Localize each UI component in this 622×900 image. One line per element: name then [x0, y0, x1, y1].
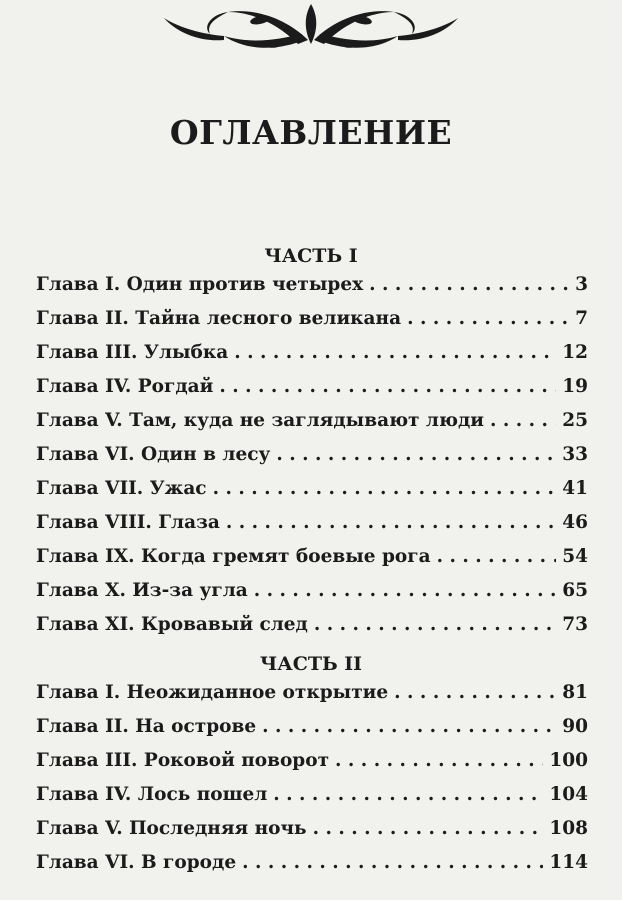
page-number: 104 [549, 784, 588, 805]
dot-leader [314, 614, 556, 635]
chapter-title: Глава V. Последняя ночь [36, 818, 307, 839]
part-heading-1: ЧАСТЬ I [264, 245, 358, 267]
dot-leader [219, 376, 556, 397]
page-number: 54 [562, 546, 588, 567]
dot-leader [262, 716, 556, 737]
toc-entry [36, 614, 588, 638]
page-title: ОГЛАВЛЕНИЕ [169, 113, 453, 152]
dot-leader [490, 410, 556, 431]
toc-entry [36, 342, 588, 366]
chapter-title: Глава VI. В городе [36, 852, 237, 873]
chapter-title: Глава VIII. Глаза [36, 512, 220, 533]
dot-leader [437, 546, 557, 567]
page-number: 73 [562, 614, 588, 635]
page-number: 12 [562, 342, 588, 363]
chapter-title: Глава VII. Ужас [36, 478, 207, 499]
page-number: 100 [549, 750, 588, 771]
page-number: 19 [562, 376, 588, 397]
dot-leader [394, 682, 556, 703]
dot-leader [407, 308, 569, 329]
toc-entry [36, 410, 588, 434]
dot-leader [369, 274, 569, 295]
dot-leader [335, 750, 543, 771]
toc-entry [36, 444, 588, 468]
page-number: 25 [562, 410, 588, 431]
chapter-title: Глава II. На острове [36, 716, 257, 737]
toc-entry [36, 682, 588, 706]
chapter-title: Глава XI. Кровавый след [36, 614, 308, 635]
toc-entry [36, 376, 588, 400]
toc-entry [36, 818, 588, 842]
dot-leader [276, 444, 556, 465]
toc-entry [36, 478, 588, 502]
page-number: 7 [575, 308, 588, 329]
toc-entry [36, 716, 588, 740]
chapter-title: Глава III. Роковой поворот [36, 750, 330, 771]
toc-entry [36, 512, 588, 536]
chapter-title: Глава IX. Когда гремят боевые рога [36, 546, 431, 567]
toc-entry [36, 750, 588, 774]
page-number: 108 [549, 818, 588, 839]
chapter-title: Глава V. Там, куда не заглядывают люди [36, 410, 485, 431]
page-number: 114 [549, 852, 588, 873]
page-number: 46 [562, 512, 588, 533]
page-number: 3 [575, 274, 588, 295]
chapter-title: Глава II. Тайна лесного великана [36, 308, 402, 329]
part-heading-2: ЧАСТЬ II [259, 653, 363, 675]
page-number: 90 [562, 716, 588, 737]
chapter-title: Глава VI. Один в лесу [36, 444, 271, 465]
toc-entry [36, 546, 588, 570]
dot-leader [226, 512, 556, 533]
page-number: 41 [562, 478, 588, 499]
chapter-title: Глава III. Улыбка [36, 342, 229, 363]
chapter-title: Глава I. Неожиданное открытие [36, 682, 389, 703]
dot-leader [273, 784, 543, 805]
dot-leader [313, 818, 544, 839]
dot-leader [213, 478, 557, 499]
toc-entry [36, 784, 588, 808]
dot-leader [254, 580, 557, 601]
toc-entry [36, 274, 588, 298]
chapter-title: Глава IV. Лось пошел [36, 784, 268, 805]
ornament-divider-icon [158, 0, 464, 52]
dot-leader [242, 852, 543, 873]
dot-leader [234, 342, 556, 363]
toc-entry [36, 308, 588, 332]
chapter-title: Глава I. Один против четырех [36, 274, 364, 295]
page-number: 33 [562, 444, 588, 465]
page-number: 81 [562, 682, 588, 703]
chapter-title: Глава X. Из-за угла [36, 580, 248, 601]
page-number: 65 [562, 580, 588, 601]
toc-entry [36, 852, 588, 876]
toc-entry [36, 580, 588, 604]
chapter-title: Глава IV. Рогдай [36, 376, 214, 397]
